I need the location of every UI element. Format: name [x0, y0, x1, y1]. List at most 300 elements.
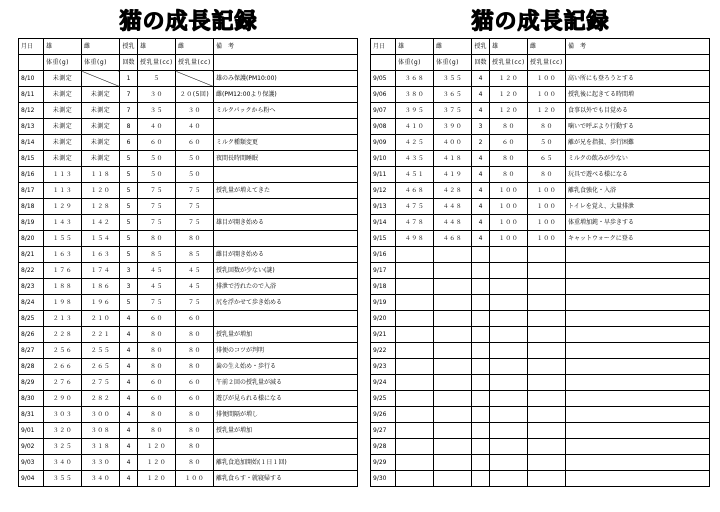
date-cell: 9/05	[371, 71, 396, 87]
notes-cell: 排便のコツが判明	[214, 343, 358, 359]
male-feed-cell	[490, 327, 528, 343]
female-weight-cell: ３１８	[82, 439, 120, 455]
female-feed-cell: ８５	[176, 247, 214, 263]
female-weight-cell: ２１０	[82, 311, 120, 327]
date-cell: 9/28	[371, 439, 396, 455]
male-feed-cell	[490, 391, 528, 407]
notes-cell: 食事以外でも目覚める	[566, 103, 710, 119]
male-weight-cell	[396, 439, 434, 455]
female-weight-cell: ３５５	[434, 71, 472, 87]
date-cell: 9/27	[371, 423, 396, 439]
header-weight: 体重(g)	[44, 55, 82, 71]
table-header	[19, 39, 358, 71]
male-feed-cell: １００	[490, 199, 528, 215]
female-weight-cell	[434, 311, 472, 327]
male-weight-cell: ２９０	[44, 391, 82, 407]
female-weight-cell: １９６	[82, 295, 120, 311]
male-feed-cell: ８０	[138, 359, 176, 375]
notes-cell: 噛いで呼ぶより行動する	[566, 119, 710, 135]
feed-count-cell: 5	[120, 167, 138, 183]
date-cell: 9/14	[371, 215, 396, 231]
female-feed-cell: ８０	[176, 455, 214, 471]
growth-table	[370, 38, 710, 487]
notes-cell	[214, 199, 358, 215]
female-weight-cell: １５４	[82, 231, 120, 247]
notes-cell: 夜間長時間睡眠	[214, 151, 358, 167]
female-weight-cell	[434, 327, 472, 343]
header-count: 回数	[120, 55, 138, 71]
male-weight-cell: ４６８	[396, 183, 434, 199]
male-feed-cell	[490, 375, 528, 391]
female-weight-cell	[434, 423, 472, 439]
notes-cell: キャットウォークに登る	[566, 231, 710, 247]
table-row	[19, 311, 358, 327]
feed-count-cell: 4	[472, 215, 490, 231]
feed-count-cell: 4	[472, 71, 490, 87]
male-feed-cell: １２０	[490, 71, 528, 87]
date-cell: 8/27	[19, 343, 44, 359]
female-feed-cell: ５０	[176, 151, 214, 167]
male-feed-cell: ７５	[138, 295, 176, 311]
female-feed-cell: ８０	[176, 359, 214, 375]
female-feed-cell	[528, 391, 566, 407]
feed-count-cell	[472, 327, 490, 343]
female-feed-cell: ４０	[176, 119, 214, 135]
female-feed-cell	[528, 439, 566, 455]
notes-cell: 授乳後に起きてる時間増	[566, 87, 710, 103]
feed-count-cell: 3	[120, 279, 138, 295]
female-feed-cell: ８０	[176, 231, 214, 247]
feed-count-cell: 3	[120, 263, 138, 279]
male-weight-cell	[396, 423, 434, 439]
table-row	[19, 231, 358, 247]
male-weight-cell: 未測定	[44, 151, 82, 167]
table-row	[371, 311, 710, 327]
table-row	[371, 423, 710, 439]
header-blank	[19, 55, 44, 71]
notes-cell: 雄目が開き始める	[214, 215, 358, 231]
female-weight-cell: １７４	[82, 263, 120, 279]
male-feed-cell: １２０	[490, 87, 528, 103]
feed-count-cell: 7	[120, 103, 138, 119]
table-row	[371, 199, 710, 215]
table-row	[371, 87, 710, 103]
female-feed-cell: ８０	[176, 439, 214, 455]
date-cell: 9/09	[371, 135, 396, 151]
female-weight-cell: ３４０	[82, 471, 120, 487]
feed-count-cell: 7	[120, 87, 138, 103]
male-feed-cell: ６０	[138, 135, 176, 151]
header-blank	[371, 55, 396, 71]
male-weight-cell: ２５６	[44, 343, 82, 359]
female-weight-cell: ３９０	[434, 119, 472, 135]
notes-cell: 離乳食強化・入浴	[566, 183, 710, 199]
date-cell: 8/17	[19, 183, 44, 199]
feed-count-cell	[472, 279, 490, 295]
table-row	[371, 167, 710, 183]
female-feed-cell: ４５	[176, 263, 214, 279]
date-cell: 8/22	[19, 263, 44, 279]
female-weight-cell: ３７５	[434, 103, 472, 119]
feed-count-cell: 4	[472, 151, 490, 167]
feed-count-cell: 8	[120, 119, 138, 135]
male-weight-cell	[396, 343, 434, 359]
female-feed-cell: ８０	[176, 407, 214, 423]
notes-cell	[566, 407, 710, 423]
feed-count-cell: 5	[120, 151, 138, 167]
male-feed-cell: ６０	[490, 135, 528, 151]
female-feed-cell	[528, 311, 566, 327]
male-feed-cell: ７５	[138, 199, 176, 215]
table-row	[19, 391, 358, 407]
notes-cell	[566, 455, 710, 471]
male-weight-cell	[396, 359, 434, 375]
male-feed-cell: １２０	[490, 103, 528, 119]
male-weight-cell: ３２５	[44, 439, 82, 455]
table-row	[371, 71, 710, 87]
female-weight-cell: 未測定	[82, 87, 120, 103]
header-row-2	[371, 55, 710, 71]
male-weight-cell: ２６６	[44, 359, 82, 375]
header-female: 雌	[82, 39, 120, 55]
male-weight-cell	[396, 311, 434, 327]
date-cell: 9/25	[371, 391, 396, 407]
date-cell: 8/15	[19, 151, 44, 167]
male-feed-cell	[490, 471, 528, 487]
female-feed-cell: １００	[528, 87, 566, 103]
notes-cell	[566, 263, 710, 279]
male-weight-cell: ３６８	[396, 71, 434, 87]
table-row	[19, 119, 358, 135]
notes-cell: 雄のみ保護(PM10:00)	[214, 71, 358, 87]
feed-count-cell	[472, 439, 490, 455]
female-feed-cell: ８０	[528, 119, 566, 135]
female-feed-cell	[528, 327, 566, 343]
male-weight-cell: １９８	[44, 295, 82, 311]
feed-count-cell: 4	[120, 455, 138, 471]
male-weight-cell: ４７５	[396, 199, 434, 215]
date-cell: 9/19	[371, 295, 396, 311]
male-weight-cell: 未測定	[44, 87, 82, 103]
table-row	[19, 215, 358, 231]
table-row	[371, 391, 710, 407]
date-cell: 9/21	[371, 327, 396, 343]
date-cell: 9/12	[371, 183, 396, 199]
female-weight-cell: ４１８	[434, 151, 472, 167]
male-weight-cell: ３２０	[44, 423, 82, 439]
female-feed-cell: ７５	[176, 199, 214, 215]
female-feed-cell: ６０	[176, 135, 214, 151]
male-weight-cell	[396, 471, 434, 487]
table-row	[19, 167, 358, 183]
page-title: 猫の成長記録	[118, 7, 257, 34]
table-row	[19, 183, 358, 199]
header-female: 雌	[528, 39, 566, 55]
female-weight-cell: ３００	[82, 407, 120, 423]
female-feed-cell: ７５	[176, 183, 214, 199]
table-row	[19, 327, 358, 343]
female-feed-cell: １００	[528, 231, 566, 247]
male-feed-cell: ８０	[138, 423, 176, 439]
table-row	[19, 199, 358, 215]
notes-cell	[566, 247, 710, 263]
female-feed-cell: １００	[528, 215, 566, 231]
male-weight-cell	[396, 247, 434, 263]
notes-cell: 授乳量が増加	[214, 327, 358, 343]
date-cell: 9/17	[371, 263, 396, 279]
feed-count-cell: 4	[472, 103, 490, 119]
table-row	[371, 295, 710, 311]
date-cell: 9/18	[371, 279, 396, 295]
male-weight-cell: ３８０	[396, 87, 434, 103]
male-feed-cell: ６０	[138, 375, 176, 391]
feed-count-cell: 4	[120, 327, 138, 343]
female-feed-cell	[528, 455, 566, 471]
notes-cell	[214, 119, 358, 135]
female-weight-cell	[434, 343, 472, 359]
header-feed: 授乳	[472, 39, 490, 55]
feed-count-cell: 4	[472, 167, 490, 183]
male-feed-cell: ８５	[138, 247, 176, 263]
feed-count-cell: 4	[120, 471, 138, 487]
header-feed-amount: 授乳量(cc)	[528, 55, 566, 71]
male-weight-cell: ４５１	[396, 167, 434, 183]
female-weight-cell	[434, 263, 472, 279]
male-feed-cell: ８０	[490, 119, 528, 135]
female-weight-cell	[434, 247, 472, 263]
date-cell: 8/14	[19, 135, 44, 151]
table-row	[371, 247, 710, 263]
female-weight-cell	[82, 71, 120, 87]
female-weight-cell: ４４８	[434, 199, 472, 215]
notes-cell: 授乳回数が少ない(謎)	[214, 263, 358, 279]
notes-cell: 歯の生え始め・歩行る	[214, 359, 358, 375]
notes-cell	[566, 279, 710, 295]
notes-cell	[566, 471, 710, 487]
female-feed-cell: １００	[528, 199, 566, 215]
male-feed-cell: ８０	[138, 231, 176, 247]
date-cell: 9/20	[371, 311, 396, 327]
date-cell: 8/20	[19, 231, 44, 247]
page-title: 猫の成長記録	[470, 7, 609, 34]
female-weight-cell: ３３０	[82, 455, 120, 471]
male-weight-cell: １２９	[44, 199, 82, 215]
notes-cell	[566, 423, 710, 439]
date-cell: 8/21	[19, 247, 44, 263]
male-feed-cell: ６０	[138, 311, 176, 327]
feed-count-cell	[472, 311, 490, 327]
date-cell: 9/11	[371, 167, 396, 183]
notes-cell: ミルクの飲みが少ない	[566, 151, 710, 167]
header-weight: 体重(g)	[82, 55, 120, 71]
female-weight-cell	[434, 359, 472, 375]
notes-cell: 遊びが見られる様になる	[214, 391, 358, 407]
notes-cell: 授乳量が増加	[214, 423, 358, 439]
male-weight-cell: ２７６	[44, 375, 82, 391]
female-feed-cell: １２０	[528, 103, 566, 119]
table-row	[19, 151, 358, 167]
male-weight-cell: ３９５	[396, 103, 434, 119]
male-weight-cell: ３０３	[44, 407, 82, 423]
male-weight-cell	[396, 263, 434, 279]
date-cell: 9/29	[371, 455, 396, 471]
female-feed-cell	[528, 359, 566, 375]
header-date: 月日	[19, 39, 44, 55]
date-cell: 8/25	[19, 311, 44, 327]
notes-cell	[214, 231, 358, 247]
table-row	[371, 471, 710, 487]
feed-count-cell: 4	[120, 343, 138, 359]
female-feed-cell	[528, 279, 566, 295]
female-weight-cell: ３６５	[434, 87, 472, 103]
male-weight-cell: １４３	[44, 215, 82, 231]
female-weight-cell: ２６５	[82, 359, 120, 375]
female-weight-cell: ４１９	[434, 167, 472, 183]
male-feed-cell: ４５	[138, 263, 176, 279]
female-feed-cell: ４５	[176, 279, 214, 295]
header-male: 雄	[396, 39, 434, 55]
header-blank	[214, 55, 358, 71]
male-weight-cell: ４９８	[396, 231, 434, 247]
female-weight-cell: ４６８	[434, 231, 472, 247]
female-feed-cell: ７５	[176, 295, 214, 311]
table-row	[371, 231, 710, 247]
male-weight-cell	[396, 375, 434, 391]
male-feed-cell: １２０	[138, 455, 176, 471]
notes-cell	[566, 375, 710, 391]
table-row	[19, 295, 358, 311]
notes-cell	[566, 439, 710, 455]
notes-cell: ミルク種類変更	[214, 135, 358, 151]
female-weight-cell	[434, 471, 472, 487]
feed-count-cell: 2	[472, 135, 490, 151]
header-date: 月日	[371, 39, 396, 55]
female-feed-cell: ２０(5回)	[176, 87, 214, 103]
female-feed-cell	[528, 375, 566, 391]
feed-count-cell: 1	[120, 71, 138, 87]
date-cell: 9/15	[371, 231, 396, 247]
feed-count-cell: 4	[120, 423, 138, 439]
table-row	[371, 439, 710, 455]
header-feed-amount: 授乳量(cc)	[490, 55, 528, 71]
date-cell: 8/26	[19, 327, 44, 343]
male-weight-cell	[396, 279, 434, 295]
male-feed-cell: １００	[490, 231, 528, 247]
male-feed-cell: ４５	[138, 279, 176, 295]
female-feed-cell: ８０	[176, 423, 214, 439]
feed-count-cell: 3	[472, 119, 490, 135]
male-feed-cell	[490, 311, 528, 327]
date-cell: 9/13	[371, 199, 396, 215]
male-feed-cell: ５	[138, 71, 176, 87]
female-feed-cell	[176, 71, 214, 87]
feed-count-cell	[472, 423, 490, 439]
table-row	[371, 375, 710, 391]
date-cell: 8/19	[19, 215, 44, 231]
feed-count-cell: 4	[120, 359, 138, 375]
male-feed-cell	[490, 423, 528, 439]
feed-count-cell: 5	[120, 183, 138, 199]
notes-cell: 排泄で汚れたので入浴	[214, 279, 358, 295]
table-row	[19, 455, 358, 471]
female-weight-cell	[434, 407, 472, 423]
feed-count-cell	[472, 359, 490, 375]
male-weight-cell: 未測定	[44, 119, 82, 135]
feed-count-cell: 4	[120, 439, 138, 455]
male-weight-cell	[396, 455, 434, 471]
table-row	[19, 343, 358, 359]
female-feed-cell: ６５	[528, 151, 566, 167]
feed-count-cell: 4	[120, 407, 138, 423]
date-cell: 9/26	[371, 407, 396, 423]
male-weight-cell: １８８	[44, 279, 82, 295]
header-female: 雌	[176, 39, 214, 55]
notes-cell	[566, 311, 710, 327]
table-header	[371, 39, 710, 71]
table-row	[371, 215, 710, 231]
date-cell: 8/13	[19, 119, 44, 135]
notes-cell: 授乳量が増えてきた	[214, 183, 358, 199]
notes-cell: 離乳食追加開始(１日１回)	[214, 455, 358, 471]
date-cell: 9/03	[19, 455, 44, 471]
male-feed-cell	[490, 407, 528, 423]
table-row	[371, 119, 710, 135]
male-feed-cell: ８０	[138, 343, 176, 359]
male-feed-cell	[490, 455, 528, 471]
feed-count-cell	[472, 391, 490, 407]
feed-count-cell: 6	[120, 135, 138, 151]
female-weight-cell	[434, 439, 472, 455]
male-weight-cell: ２２８	[44, 327, 82, 343]
date-cell: 8/12	[19, 103, 44, 119]
table-row	[19, 439, 358, 455]
male-weight-cell	[396, 295, 434, 311]
female-weight-cell: ２２１	[82, 327, 120, 343]
table-row	[371, 343, 710, 359]
header-count: 回数	[472, 55, 490, 71]
male-feed-cell	[490, 359, 528, 375]
header-notes: 備 考	[566, 39, 710, 55]
male-feed-cell: ３０	[138, 87, 176, 103]
female-weight-cell: ４４８	[434, 215, 472, 231]
header-blank	[566, 55, 710, 71]
table-row	[371, 359, 710, 375]
notes-cell	[566, 391, 710, 407]
female-feed-cell: ５０	[528, 135, 566, 151]
feed-count-cell	[472, 407, 490, 423]
table-row	[371, 103, 710, 119]
male-feed-cell: １２０	[138, 439, 176, 455]
female-weight-cell: １２８	[82, 199, 120, 215]
date-cell: 8/18	[19, 199, 44, 215]
date-cell: 9/07	[371, 103, 396, 119]
notes-cell	[566, 343, 710, 359]
male-feed-cell	[490, 343, 528, 359]
female-feed-cell	[528, 407, 566, 423]
notes-cell	[214, 167, 358, 183]
male-feed-cell: ７５	[138, 183, 176, 199]
female-feed-cell: １００	[176, 471, 214, 487]
header-row-2	[19, 55, 358, 71]
table-row	[19, 359, 358, 375]
female-weight-cell: ４００	[434, 135, 472, 151]
notes-cell: 高い所にも登ろうとする	[566, 71, 710, 87]
header-notes: 備 考	[214, 39, 358, 55]
male-weight-cell: ４７８	[396, 215, 434, 231]
date-cell: 8/29	[19, 375, 44, 391]
female-feed-cell: ８０	[176, 327, 214, 343]
female-weight-cell: ２８２	[82, 391, 120, 407]
